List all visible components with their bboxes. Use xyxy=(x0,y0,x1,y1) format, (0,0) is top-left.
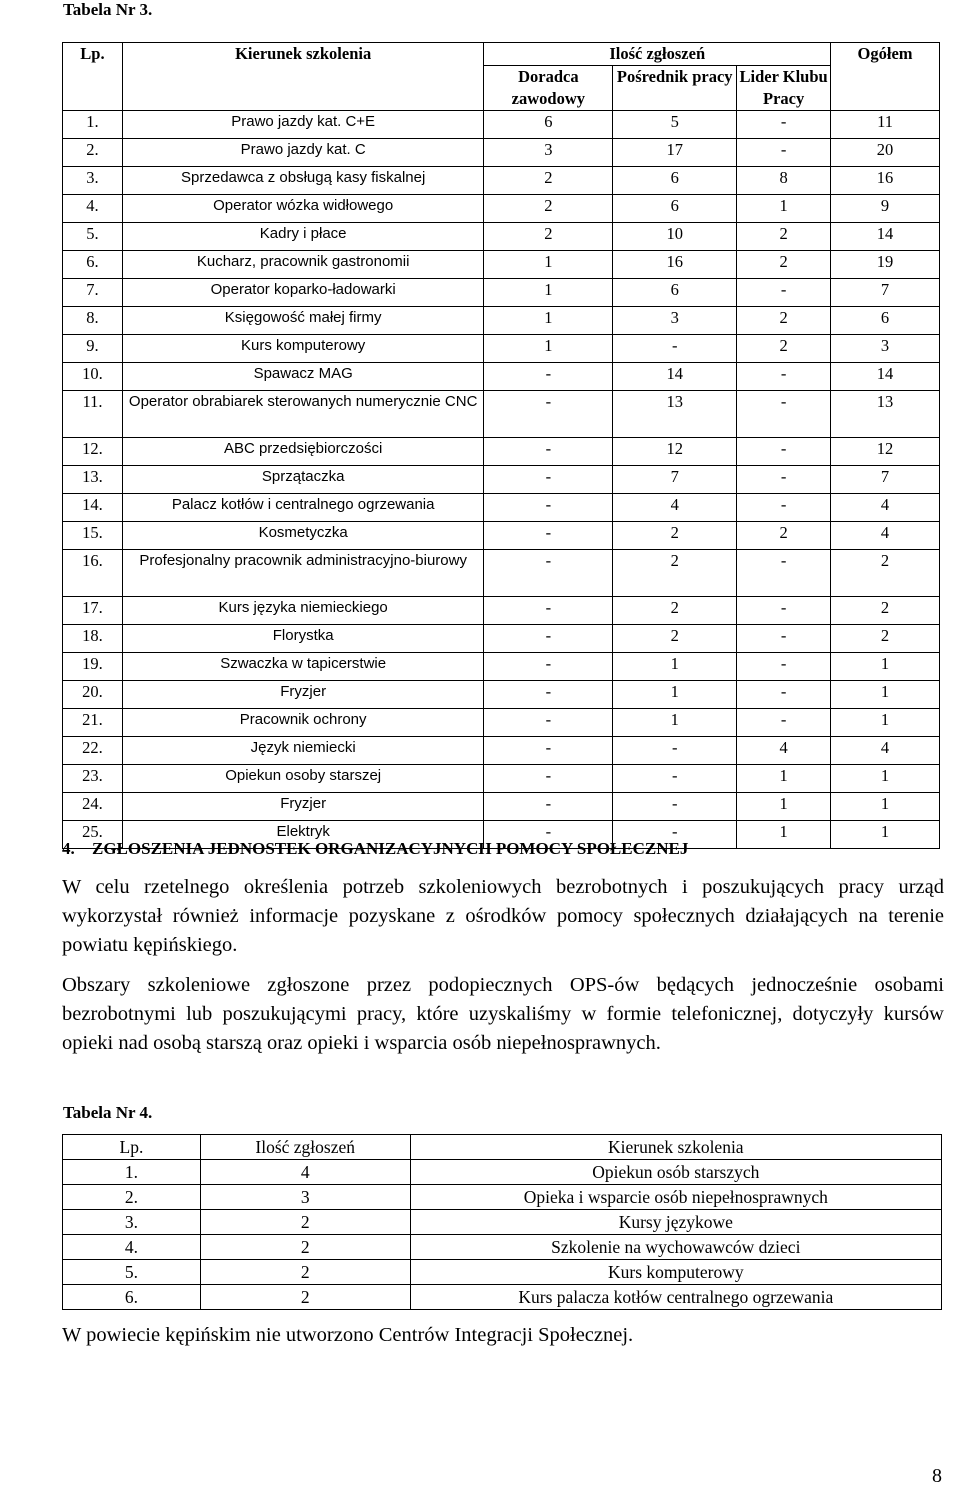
table3-cell-lider: 1 xyxy=(737,793,831,821)
table3-cell-doradca: 2 xyxy=(484,167,613,195)
table3-cell-posrednik: 2 xyxy=(613,625,737,653)
table3-cell-lp: 25. xyxy=(63,821,123,849)
table3-cell-ogolem: 4 xyxy=(831,737,940,765)
table3-cell-ogolem: 20 xyxy=(831,139,940,167)
table3-cell-doradca: - xyxy=(484,466,613,494)
table3-cell-posrednik: 12 xyxy=(613,438,737,466)
page-number: 8 xyxy=(932,1465,942,1487)
table3-cell-doradca: - xyxy=(484,681,613,709)
table3-cell-lp: 18. xyxy=(63,625,123,653)
table3-cell-doradca: - xyxy=(484,522,613,550)
table3-cell-lp: 19. xyxy=(63,653,123,681)
table3-cell-name: Elektryk xyxy=(122,821,483,849)
table4-caption: Tabela Nr 4. xyxy=(63,1103,153,1122)
table3-cell-lp: 8. xyxy=(63,307,123,335)
section-title: ZGŁOSZENIA JEDNOSTEK ORGANIZACYJNYCH POMOCY SPOŁECZNEJ xyxy=(92,839,689,858)
section-number: 4. xyxy=(62,839,75,858)
table-row xyxy=(63,653,940,681)
table-row xyxy=(63,279,940,307)
table3-cell-ogolem: 16 xyxy=(831,167,940,195)
table3-cell-posrednik: 16 xyxy=(613,251,737,279)
table3-cell-ogolem: 7 xyxy=(831,279,940,307)
table4-cell-lp: 1. xyxy=(63,1160,201,1185)
table3-cell-name: Kadry i płace xyxy=(122,223,483,251)
table-row xyxy=(63,681,940,709)
table3-cell-lp: 16. xyxy=(63,550,123,597)
table-row xyxy=(63,1185,942,1210)
table3-cell-lp: 6. xyxy=(63,251,123,279)
table3-cell-lider: 2 xyxy=(737,335,831,363)
section-4-heading xyxy=(62,839,942,859)
table3-cell-doradca: 6 xyxy=(484,111,613,139)
table3-cell-ogolem: 1 xyxy=(831,765,940,793)
table3-cell-posrednik: 13 xyxy=(613,391,737,438)
table-row xyxy=(63,1285,942,1310)
table3-cell-posrednik: - xyxy=(613,335,737,363)
table3-cell-lider: 8 xyxy=(737,167,831,195)
table3-cell-name: Język niemiecki xyxy=(122,737,483,765)
table3-cell-posrednik: 6 xyxy=(613,195,737,223)
table3-cell-lider: 4 xyxy=(737,737,831,765)
table-row xyxy=(63,793,940,821)
table3-cell-name: Palacz kotłów i centralnego ogrzewania xyxy=(122,494,483,522)
table3-cell-lp: 20. xyxy=(63,681,123,709)
table3-cell-doradca: - xyxy=(484,793,613,821)
paragraph-2: Obszary szkoleniowe zgłoszone przez podopiecznych OPS-ów będących jednocześnie osobami bezrobotnymi lub poszukującymi pracy, które uzyskaliśmy w formie telefonicznej, dotyczyły kursów opieki nad osobą starszą oraz opieki i wsparcia osób niepełnosprawnych. xyxy=(62,974,944,1054)
table4-body xyxy=(63,1160,942,1310)
table4-cell-lp: 6. xyxy=(63,1285,201,1310)
table3-cell-lp: 17. xyxy=(63,597,123,625)
table3-cell-lp: 9. xyxy=(63,335,123,363)
table3-cell-lp: 24. xyxy=(63,793,123,821)
table3-cell-ogolem: 4 xyxy=(831,494,940,522)
table-row xyxy=(63,1235,942,1260)
table-row xyxy=(63,522,940,550)
table3-cell-lider: - xyxy=(737,363,831,391)
table-row xyxy=(63,195,940,223)
table3-cell-doradca: - xyxy=(484,765,613,793)
table3-cell-ogolem: 2 xyxy=(831,550,940,597)
table-row xyxy=(63,466,940,494)
table3-cell-lider: 1 xyxy=(737,765,831,793)
table3-header-kierunek: Kierunek szkolenia xyxy=(122,43,483,111)
table3-cell-posrednik: 2 xyxy=(613,597,737,625)
table4-cell-kierunek: Kurs palacza kotłów centralnego ogrzewania xyxy=(410,1285,941,1310)
table3-cell-posrednik: 6 xyxy=(613,167,737,195)
table3-cell-lider: - xyxy=(737,709,831,737)
table-row xyxy=(63,1260,942,1285)
table4-cell-kierunek: Kursy językowe xyxy=(410,1210,941,1235)
table-row xyxy=(63,391,940,438)
table3-cell-ogolem: 1 xyxy=(831,653,940,681)
table3-cell-doradca: - xyxy=(484,653,613,681)
table3-cell-ogolem: 12 xyxy=(831,438,940,466)
table4-cell-lp: 4. xyxy=(63,1235,201,1260)
table3-cell-lp: 5. xyxy=(63,223,123,251)
table3-header-lp: Lp. xyxy=(63,43,123,111)
table-row xyxy=(63,737,940,765)
table3-cell-name: Kosmetyczka xyxy=(122,522,483,550)
table3-cell-posrednik: 17 xyxy=(613,139,737,167)
table3-cell-name: Szwaczka w tapicerstwie xyxy=(122,653,483,681)
table3-cell-ogolem: 14 xyxy=(831,223,940,251)
table-row xyxy=(63,625,940,653)
table3-cell-posrednik: 14 xyxy=(613,363,737,391)
table4-cell-ilosc: 3 xyxy=(200,1185,410,1210)
table3-cell-ogolem: 1 xyxy=(831,709,940,737)
table3-cell-lp: 3. xyxy=(63,167,123,195)
table-row xyxy=(63,111,940,139)
table3-cell-ogolem: 9 xyxy=(831,195,940,223)
table-row xyxy=(63,1210,942,1235)
table3-cell-posrednik: 6 xyxy=(613,279,737,307)
table4-cell-ilosc: 2 xyxy=(200,1235,410,1260)
table3-cell-doradca: 1 xyxy=(484,307,613,335)
table3-cell-lider: - xyxy=(737,438,831,466)
table3-cell-doradca: 1 xyxy=(484,279,613,307)
table3-cell-posrednik: - xyxy=(613,793,737,821)
table4 xyxy=(62,1134,942,1310)
table3-cell-ogolem: 7 xyxy=(831,466,940,494)
table3-cell-posrednik: 2 xyxy=(613,550,737,597)
table3-cell-name: Kurs komputerowy xyxy=(122,335,483,363)
table-row xyxy=(63,167,940,195)
table3-cell-lp: 1. xyxy=(63,111,123,139)
table3-cell-name: Pracownik ochrony xyxy=(122,709,483,737)
table3-cell-ogolem: 11 xyxy=(831,111,940,139)
table4-cell-kierunek: Opiekun osób starszych xyxy=(410,1160,941,1185)
table3-cell-lp: 4. xyxy=(63,195,123,223)
table3-cell-lp: 23. xyxy=(63,765,123,793)
table3-cell-doradca: - xyxy=(484,709,613,737)
table3-cell-lider: - xyxy=(737,111,831,139)
table3-cell-doradca: - xyxy=(484,363,613,391)
table3-cell-name: Florystka xyxy=(122,625,483,653)
table3-cell-name: Prawo jazdy kat. C xyxy=(122,139,483,167)
table4-cell-kierunek: Szkolenie na wychowawców dzieci xyxy=(410,1235,941,1260)
table3-cell-name: Opiekun osoby starszej xyxy=(122,765,483,793)
table3-cell-doradca: - xyxy=(484,625,613,653)
table-row xyxy=(63,335,940,363)
table3-cell-name: Spawacz MAG xyxy=(122,363,483,391)
table3-cell-lider: - xyxy=(737,494,831,522)
table3-cell-doradca: - xyxy=(484,550,613,597)
table3 xyxy=(62,42,940,849)
table3-header-doradca: Doradca zawodowy xyxy=(484,66,613,111)
table3-cell-lider: - xyxy=(737,391,831,438)
table3-header-posrednik: Pośrednik pracy xyxy=(613,66,737,111)
table3-cell-ogolem: 1 xyxy=(831,821,940,849)
table3-cell-lider: - xyxy=(737,653,831,681)
table3-cell-lider: - xyxy=(737,625,831,653)
table3-cell-posrednik: - xyxy=(613,737,737,765)
table3-cell-lp: 22. xyxy=(63,737,123,765)
table3-cell-posrednik: 2 xyxy=(613,522,737,550)
table3-cell-ogolem: 1 xyxy=(831,681,940,709)
table-row xyxy=(63,765,940,793)
table3-cell-posrednik: 5 xyxy=(613,111,737,139)
table3-cell-doradca: - xyxy=(484,438,613,466)
table3-cell-posrednik: 4 xyxy=(613,494,737,522)
table4-cell-lp: 5. xyxy=(63,1260,201,1285)
table3-cell-lp: 7. xyxy=(63,279,123,307)
table4-cell-ilosc: 4 xyxy=(200,1160,410,1185)
table3-cell-lp: 12. xyxy=(63,438,123,466)
table3-cell-lp: 11. xyxy=(63,391,123,438)
table4-cell-lp: 2. xyxy=(63,1185,201,1210)
table4-cell-ilosc: 2 xyxy=(200,1285,410,1310)
table3-cell-name: Fryzjer xyxy=(122,681,483,709)
table3-cell-lider: - xyxy=(737,597,831,625)
table3-cell-lp: 2. xyxy=(63,139,123,167)
table3-cell-doradca: - xyxy=(484,821,613,849)
table4-header-ilosc: Ilość zgłoszeń xyxy=(200,1135,410,1160)
table3-cell-posrednik: - xyxy=(613,821,737,849)
table4-cell-kierunek: Opieka i wsparcie osób niepełnosprawnych xyxy=(410,1185,941,1210)
table3-cell-lider: 1 xyxy=(737,821,831,849)
table3-cell-posrednik: 3 xyxy=(613,307,737,335)
table3-cell-doradca: 2 xyxy=(484,223,613,251)
table3-cell-name: Operator koparko-ładowarki xyxy=(122,279,483,307)
table3-cell-lp: 15. xyxy=(63,522,123,550)
table-row xyxy=(63,223,940,251)
table3-cell-name: Fryzjer xyxy=(122,793,483,821)
table4-cell-lp: 3. xyxy=(63,1210,201,1235)
table3-cell-doradca: - xyxy=(484,597,613,625)
table3-cell-lp: 21. xyxy=(63,709,123,737)
table3-cell-name: Operator obrabiarek sterowanych numerycznie CNC xyxy=(122,391,483,438)
table3-cell-lp: 14. xyxy=(63,494,123,522)
table4-cell-ilosc: 2 xyxy=(200,1210,410,1235)
table3-cell-doradca: - xyxy=(484,494,613,522)
table-row xyxy=(63,550,940,597)
table3-cell-lider: 2 xyxy=(737,251,831,279)
table3-cell-name: ABC przedsiębiorczości xyxy=(122,438,483,466)
table4-cell-kierunek: Kurs komputerowy xyxy=(410,1260,941,1285)
table-row xyxy=(63,139,940,167)
table-row xyxy=(63,363,940,391)
table3-cell-ogolem: 1 xyxy=(831,793,940,821)
table3-cell-posrednik: 1 xyxy=(613,709,737,737)
table3-header-ilosc: Ilość zgłoszeń xyxy=(484,43,831,66)
table3-cell-name: Sprzątaczka xyxy=(122,466,483,494)
table-row xyxy=(63,709,940,737)
table3-header-ogolem: Ogółem xyxy=(831,43,940,111)
table3-cell-ogolem: 3 xyxy=(831,335,940,363)
table3-cell-lider: - xyxy=(737,279,831,307)
table3-cell-lider: 2 xyxy=(737,307,831,335)
table3-cell-lp: 13. xyxy=(63,466,123,494)
table3-cell-name: Księgowość małej firmy xyxy=(122,307,483,335)
table3-cell-name: Sprzedawca z obsługą kasy fiskalnej xyxy=(122,167,483,195)
table3-cell-posrednik: - xyxy=(613,765,737,793)
table3-cell-lider: - xyxy=(737,550,831,597)
table3-cell-posrednik: 1 xyxy=(613,653,737,681)
table-row xyxy=(63,597,940,625)
table3-cell-name: Kurs języka niemieckiego xyxy=(122,597,483,625)
table3-cell-ogolem: 4 xyxy=(831,522,940,550)
table3-cell-name: Operator wózka widłowego xyxy=(122,195,483,223)
table3-cell-ogolem: 2 xyxy=(831,625,940,653)
table3-cell-lider: 2 xyxy=(737,522,831,550)
table-row xyxy=(63,307,940,335)
table3-cell-lider: - xyxy=(737,681,831,709)
table3-cell-ogolem: 19 xyxy=(831,251,940,279)
table-row xyxy=(63,251,940,279)
paragraph-1: W celu rzetelnego określenia potrzeb szkoleniowych bezrobotnych i poszukujących pracy urząd wykorzystał również informacje pozyskane z ośrodków pomocy społecznych działających na terenie powiatu kępińskiego. xyxy=(62,876,944,956)
table3-cell-doradca: 2 xyxy=(484,195,613,223)
table4-cell-ilosc: 2 xyxy=(200,1260,410,1285)
table-row xyxy=(63,494,940,522)
table3-cell-posrednik: 7 xyxy=(613,466,737,494)
table4-header-kierunek: Kierunek szkolenia xyxy=(410,1135,941,1160)
table3-cell-doradca: 1 xyxy=(484,335,613,363)
table3-cell-doradca: - xyxy=(484,737,613,765)
table3-cell-lider: - xyxy=(737,466,831,494)
table3-cell-ogolem: 13 xyxy=(831,391,940,438)
closing-sentence: W powiecie kępińskim nie utworzono Centrów Integracji Społecznej. xyxy=(62,1324,634,1346)
table-row xyxy=(63,438,940,466)
table3-cell-name: Profesjonalny pracownik administracyjno-biurowy xyxy=(122,550,483,597)
table3-cell-name: Kucharz, pracownik gastronomii xyxy=(122,251,483,279)
table3-cell-ogolem: 2 xyxy=(831,597,940,625)
table3-body xyxy=(63,111,940,849)
table3-cell-name: Prawo jazdy kat. C+E xyxy=(122,111,483,139)
table3-cell-doradca: 1 xyxy=(484,251,613,279)
table3-cell-posrednik: 1 xyxy=(613,681,737,709)
table3-cell-posrednik: 10 xyxy=(613,223,737,251)
table3-header-lider: Lider Klubu Pracy xyxy=(737,66,831,111)
table4-header-lp: Lp. xyxy=(63,1135,201,1160)
table3-cell-doradca: 3 xyxy=(484,139,613,167)
table3-cell-ogolem: 14 xyxy=(831,363,940,391)
table-row xyxy=(63,1160,942,1185)
table3-cell-lider: 2 xyxy=(737,223,831,251)
table3-cell-doradca: - xyxy=(484,391,613,438)
table3-cell-lider: - xyxy=(737,139,831,167)
table3-cell-lp: 10. xyxy=(63,363,123,391)
table3-cell-lider: 1 xyxy=(737,195,831,223)
table3-cell-ogolem: 6 xyxy=(831,307,940,335)
table3-caption: Tabela Nr 3. xyxy=(63,0,153,19)
